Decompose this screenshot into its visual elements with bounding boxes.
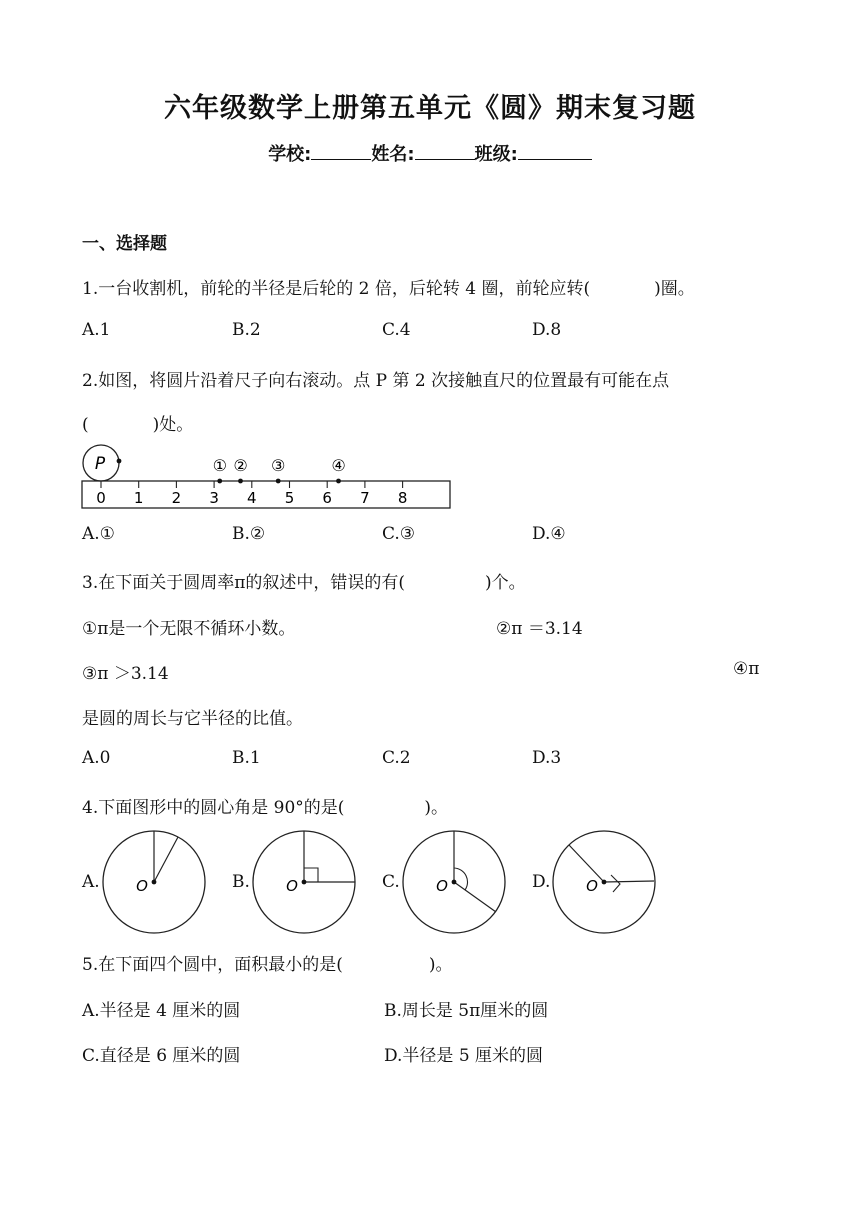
name-label: 姓名: <box>371 144 415 165</box>
point-p-dot <box>117 459 122 464</box>
center-dot <box>152 880 157 885</box>
circle-figure-a[interactable] <box>100 828 208 936</box>
ruler-point <box>276 479 281 484</box>
ruler-tick-label: 4 <box>247 489 257 507</box>
student-info-line <box>0 140 860 166</box>
center-label: O <box>586 877 598 895</box>
q3-option-c[interactable]: C.2 <box>382 748 411 768</box>
question-4-stem <box>82 793 448 818</box>
question-5-stem <box>82 950 453 975</box>
school-label: 学校: <box>268 144 312 165</box>
statement-3: ③π ＞3.14 <box>82 664 169 684</box>
center-dot <box>602 880 607 885</box>
center-label: O <box>136 877 148 895</box>
chord-line <box>604 881 654 882</box>
ruler-tick-label: 8 <box>397 489 408 507</box>
circle-figure-d[interactable] <box>550 828 658 936</box>
ruler-tick-label: 3 <box>209 489 219 507</box>
statement-1: ①π是一个无限不循环小数。 <box>82 619 296 639</box>
point-p-label: P <box>94 454 106 474</box>
ruler-point-label: ③ <box>271 456 286 475</box>
class-label: 班级: <box>474 144 518 165</box>
statement-2: ②π ＝3.14 <box>496 619 583 639</box>
ruler-point-label: ④ <box>331 456 346 475</box>
q3-option-a[interactable]: A.0 <box>82 748 111 768</box>
ruler-tick-label: 7 <box>360 489 370 507</box>
question-2-open-paren: ( <box>82 415 89 435</box>
radius-line <box>454 882 496 912</box>
radius-line <box>154 837 178 882</box>
question-3-text: 3.在下面关于圆周率π的叙述中，错误的有( <box>82 573 406 593</box>
q2-option-b[interactable]: B.② <box>232 524 266 544</box>
center-label: O <box>436 877 448 895</box>
right-angle-mark <box>611 875 620 892</box>
circle-figure-b[interactable] <box>250 828 358 936</box>
ruler-point-label: ① <box>212 456 227 475</box>
center-dot <box>452 880 457 885</box>
q2-option-c[interactable]: C.③ <box>382 524 416 544</box>
ruler-figure <box>78 438 458 514</box>
q4-option-c-label[interactable]: C. <box>382 872 400 892</box>
page-title: 六年级数学上册第五单元《圆》期末复习题 <box>164 93 696 124</box>
ruler-point-label: ② <box>233 456 248 475</box>
question-1-stem <box>82 274 695 299</box>
q5-option-c[interactable]: C.直径是 6 厘米的圆 <box>82 1046 241 1066</box>
right-angle-mark <box>304 868 318 882</box>
q4-option-b-label[interactable]: B. <box>232 872 250 892</box>
question-2-stem: 2.如图，将圆片沿着尺子向右滚动。点 P 第 2 次接触直尺的位置最有可能在点 <box>82 371 670 391</box>
question-4-text: 4.下面图形中的圆心角是 90°的是( <box>82 798 345 818</box>
class-blank[interactable] <box>518 141 592 160</box>
q3-option-d[interactable]: D.3 <box>532 748 562 768</box>
center-dot <box>302 880 307 885</box>
ruler-tick-label: 0 <box>96 489 106 507</box>
question-5-text: 5.在下面四个圆中，面积最小的是( <box>82 955 343 975</box>
center-label: O <box>286 877 298 895</box>
q1-option-b[interactable]: B.2 <box>232 320 261 340</box>
question-4-text-end: )。 <box>424 798 449 818</box>
statement-4-start: ④π <box>733 659 760 679</box>
q5-option-b[interactable]: B.周长是 5π厘米的圆 <box>384 1001 549 1021</box>
q2-option-a[interactable]: A.① <box>82 524 115 544</box>
circle-figure-c[interactable] <box>400 828 508 936</box>
question-5-text-end: )。 <box>428 955 453 975</box>
statement-4-end: 是圆的周长与它半径的比值。 <box>82 709 303 729</box>
ruler <box>82 445 450 508</box>
name-blank[interactable] <box>415 141 475 160</box>
question-1-text-end: )圈。 <box>654 279 695 299</box>
q2-option-d[interactable]: D.④ <box>532 524 566 544</box>
ruler-tick-label: 2 <box>171 489 182 507</box>
section-heading: 一、选择题 <box>82 234 167 254</box>
school-blank[interactable] <box>311 141 371 160</box>
ruler-tick-label: 6 <box>322 489 332 507</box>
question-3-text-end: )个。 <box>485 573 526 593</box>
ruler-point <box>217 479 222 484</box>
q4-option-a-label[interactable]: A. <box>82 872 100 892</box>
ruler-tick-label: 1 <box>133 489 144 507</box>
ruler-point <box>238 479 243 484</box>
q3-option-b[interactable]: B.1 <box>232 748 261 768</box>
q1-option-d[interactable]: D.8 <box>532 320 562 340</box>
question-2-stem-line2 <box>82 410 193 435</box>
q1-option-a[interactable]: A.1 <box>82 320 111 340</box>
question-3-stem <box>82 568 526 593</box>
question-1-text: 1.一台收割机，前轮的半径是后轮的 2 倍，后轮转 4 圈，前轮应转( <box>82 279 591 299</box>
ruler-point <box>336 479 341 484</box>
q1-option-c[interactable]: C.4 <box>382 320 411 340</box>
q5-option-d[interactable]: D.半径是 5 厘米的圆 <box>384 1046 544 1066</box>
question-2-text-end: )处。 <box>152 415 194 435</box>
q4-option-d-label[interactable]: D. <box>532 872 551 892</box>
ruler-tick-label: 5 <box>284 489 295 507</box>
q5-option-a[interactable]: A.半径是 4 厘米的圆 <box>82 1001 241 1021</box>
